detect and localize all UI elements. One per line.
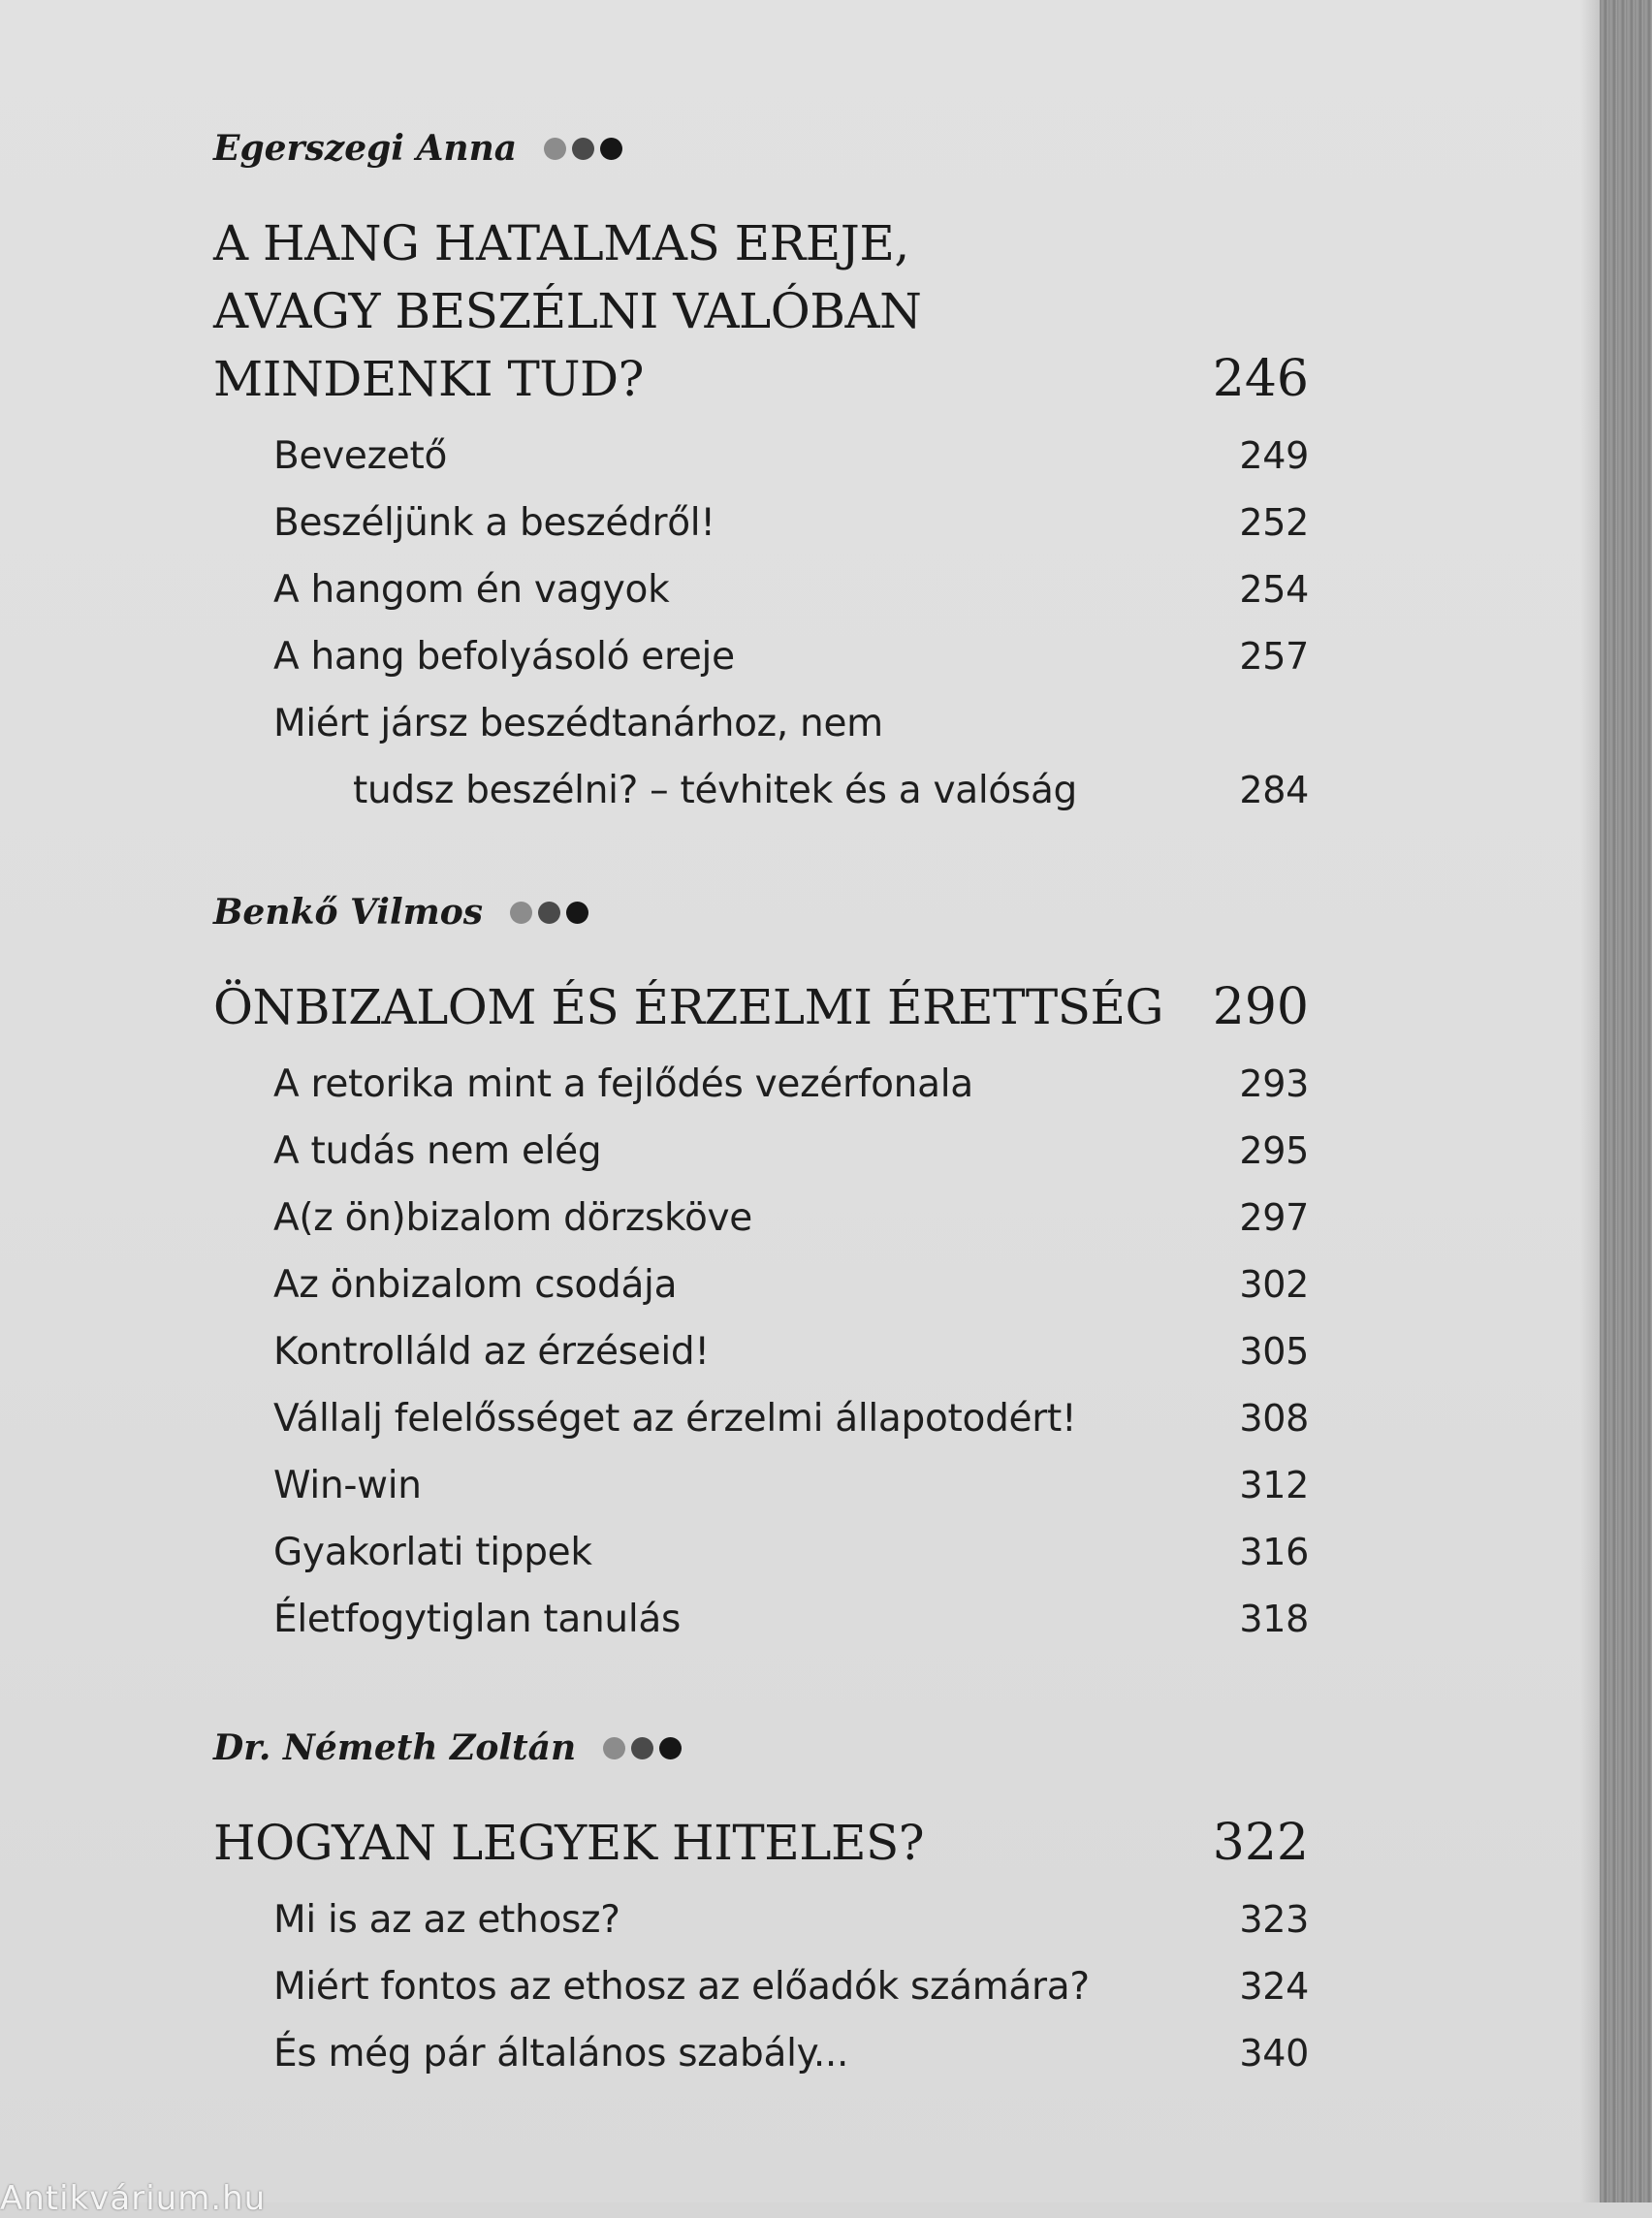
toc-entry[interactable] (213, 1385, 1309, 1452)
dot-icon (566, 902, 588, 924)
chapter-page-number: 246 (1212, 350, 1309, 408)
toc-entry[interactable] (213, 1586, 1309, 1653)
entry-title: Win-win (273, 1464, 422, 1507)
toc-entry[interactable] (213, 1452, 1309, 1519)
entry-page-number: 297 (1239, 1196, 1309, 1239)
watermark: Antikvárium.hu (0, 2179, 267, 2218)
entry-list (213, 423, 1309, 824)
author-label: Benkő Vilmos (213, 892, 484, 933)
author-name (213, 1724, 1309, 1772)
entry-title: És még pár általános szabály... (273, 2032, 849, 2075)
author-label: Egerszegi Anna (213, 128, 518, 169)
author-label: Dr. Németh Zoltán (213, 1727, 577, 1768)
toc-entry[interactable] (213, 423, 1309, 490)
entry-title: A retorika mint a fejlődés vezérfonala (273, 1062, 973, 1106)
entry-title: Beszéljünk a beszédről! (273, 501, 715, 545)
entry-page-number: 252 (1239, 501, 1309, 544)
entry-page-number: 295 (1239, 1129, 1309, 1172)
dot-icon (603, 1737, 625, 1759)
entry-title: Kontrolláld az érzéseid! (273, 1330, 710, 1374)
toc-entry[interactable] (213, 1185, 1309, 1252)
entry-page-number: 316 (1239, 1531, 1309, 1573)
entry-title: Miért fontos az ethosz az előadók számára? (273, 1965, 1090, 2009)
toc-entry[interactable] (213, 1118, 1309, 1185)
entry-title: A(z ön)bizalom dörzsköve (273, 1196, 752, 1240)
chapter-title[interactable] (213, 209, 1309, 413)
chapter-title[interactable] (213, 1809, 1309, 1877)
entry-page-number: 308 (1239, 1397, 1309, 1440)
toc-section (213, 1724, 1309, 2087)
toc-entry[interactable] (213, 1886, 1309, 1953)
dot-icon (600, 138, 622, 160)
entry-page-number: 312 (1239, 1464, 1309, 1506)
entry-page-number: 254 (1239, 568, 1309, 611)
entry-page-number: 257 (1239, 635, 1309, 678)
chapter-page-number: 322 (1212, 1814, 1309, 1872)
dot-icon (572, 138, 594, 160)
dot-icon (510, 902, 532, 924)
ornament-dots-icon (544, 138, 622, 160)
toc-entry[interactable] (213, 623, 1309, 690)
entry-title: Életfogytiglan tanulás (273, 1598, 682, 1641)
entry-title: Miért jársz beszédtanárhoz, nem (273, 702, 883, 745)
dot-icon (659, 1737, 682, 1759)
entry-title: A hangom én vagyok (273, 568, 670, 612)
toc-entry[interactable] (213, 2020, 1309, 2087)
chapter-title-line: MINDENKI TUD? (213, 351, 644, 407)
toc-entry[interactable] (213, 1252, 1309, 1318)
entry-title: Mi is az az ethosz? (273, 1898, 620, 1942)
toc-entry[interactable] (213, 1519, 1309, 1586)
entry-page-number: 284 (1239, 769, 1309, 811)
chapter-title[interactable] (213, 973, 1309, 1041)
entry-page-number: 293 (1239, 1062, 1309, 1105)
entry-page-number: 324 (1239, 1965, 1309, 2008)
chapter-page-number: 290 (1212, 978, 1309, 1036)
ornament-dots-icon (510, 902, 588, 924)
book-edge (1600, 0, 1652, 2202)
entry-page-number: 302 (1239, 1263, 1309, 1306)
dot-icon (631, 1737, 653, 1759)
entry-page-number: 305 (1239, 1330, 1309, 1373)
chapter-title-line: HOGYAN LEGYEK HITELES? (213, 1815, 925, 1871)
dot-icon (538, 902, 560, 924)
toc-entry[interactable] (213, 490, 1309, 556)
toc-entry[interactable] (213, 556, 1309, 623)
toc-entry[interactable] (213, 1318, 1309, 1385)
author-name (213, 888, 1309, 936)
entry-title: Gyakorlati tippek (273, 1531, 592, 1574)
ornament-dots-icon (603, 1737, 682, 1759)
entry-list (213, 1051, 1309, 1653)
entry-title: Vállalj felelősséget az érzelmi állapotodért! (273, 1397, 1077, 1441)
entry-page-number: 323 (1239, 1898, 1309, 1941)
dot-icon (544, 138, 566, 160)
entry-page-number: 318 (1239, 1598, 1309, 1640)
chapter-title-line: A HANG HATALMAS EREJE, (213, 215, 909, 271)
entry-list (213, 1886, 1309, 2087)
entry-page-number: 340 (1239, 2032, 1309, 2075)
entry-title: Bevezető (273, 434, 448, 478)
entry-page-number: 249 (1239, 434, 1309, 477)
entry-title: Az önbizalom csodája (273, 1263, 678, 1307)
toc-section (213, 888, 1309, 1653)
entry-title: A hang befolyásoló ereje (273, 635, 735, 679)
toc-entry[interactable] (213, 690, 1309, 824)
entry-title: tudsz beszélni? – tévhitek és a valóság (353, 769, 1078, 812)
toc-entry[interactable] (213, 1051, 1309, 1118)
chapter-title-line: ÖNBIZALOM ÉS ÉRZELMI ÉRETTSÉG (213, 979, 1163, 1035)
author-name (213, 124, 1309, 173)
entry-title: A tudás nem elég (273, 1129, 602, 1173)
toc-entry[interactable] (213, 1953, 1309, 2020)
toc-section (213, 124, 1309, 824)
chapter-title-line: AVAGY BESZÉLNI VALÓBAN (213, 283, 922, 339)
